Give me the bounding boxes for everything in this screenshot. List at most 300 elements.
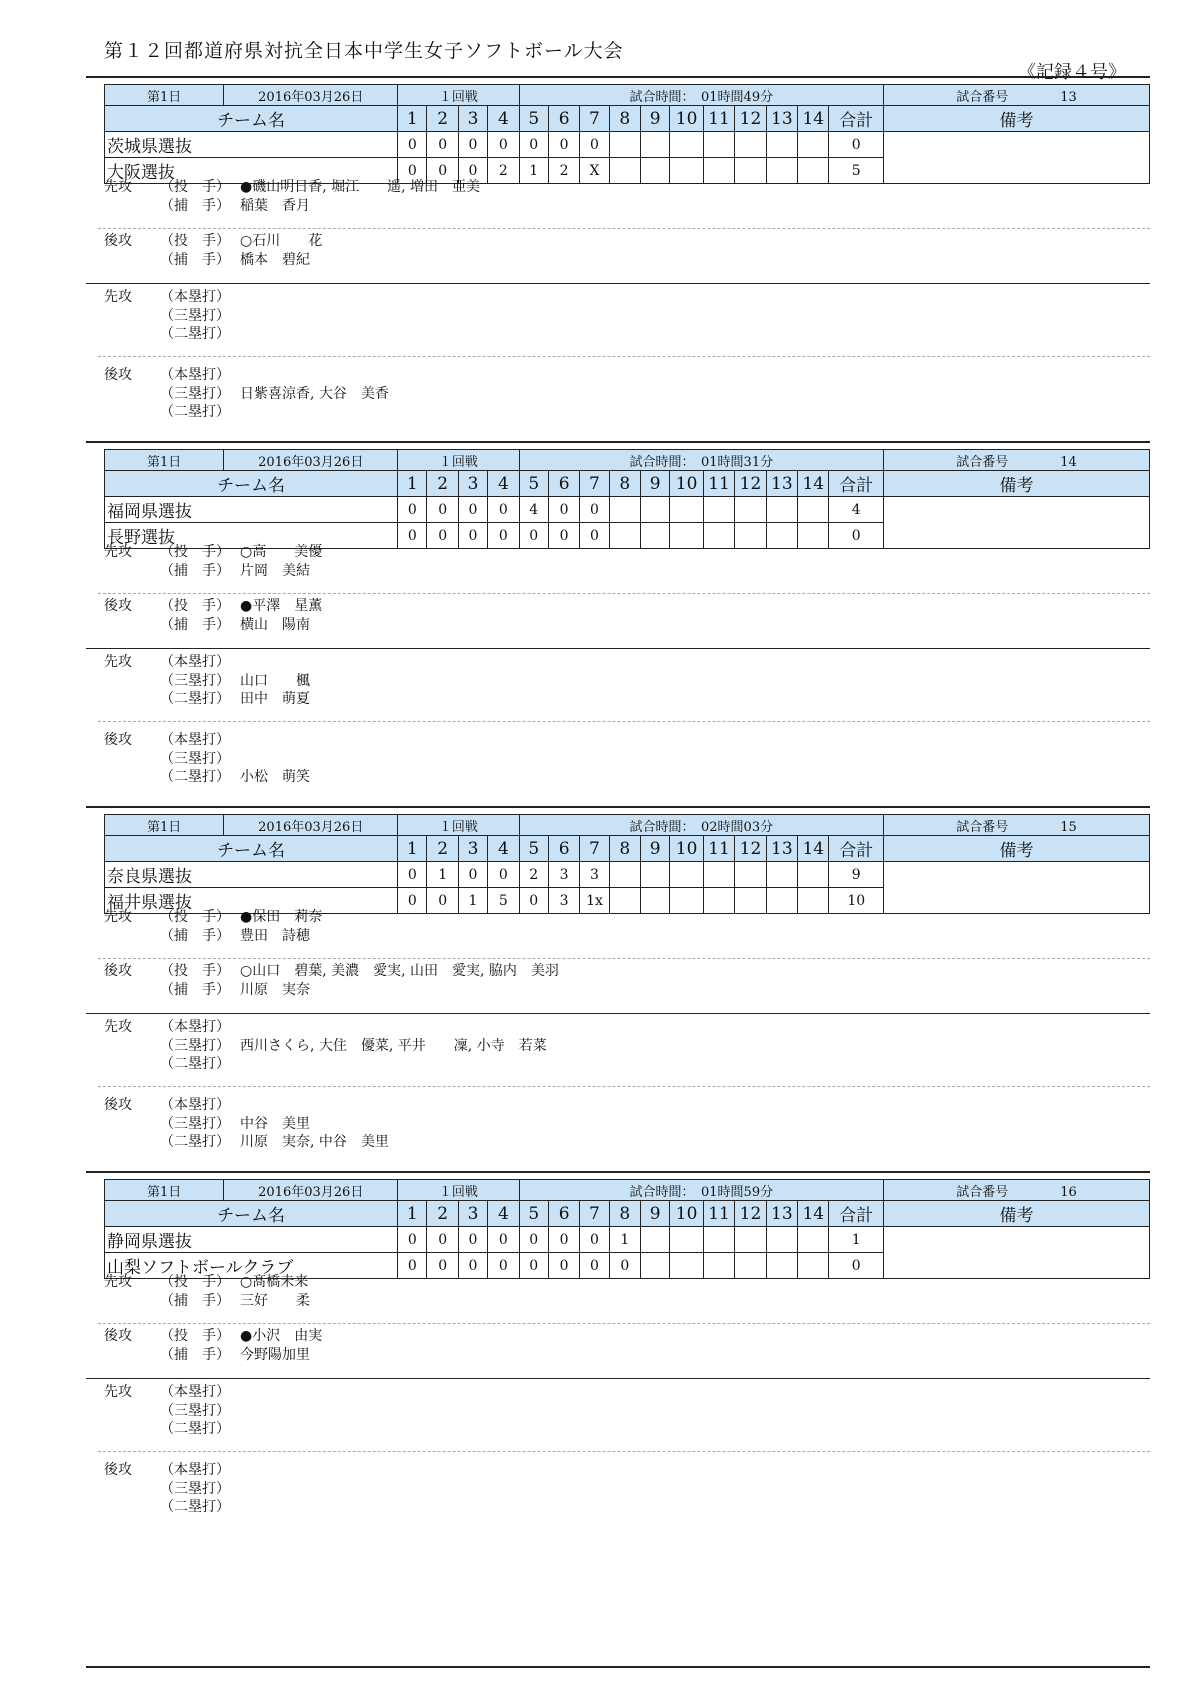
inning-score [609,888,640,914]
inning-score: 0 [580,497,609,523]
catcher-names: 片岡 美結 [240,562,310,579]
double-names: 川原 実奈, 中谷 美里 [240,1134,389,1150]
inning-header: 11 [703,106,734,132]
pitcher-row [160,1273,310,1292]
team-name-header: チーム名 [105,836,398,862]
inning-header: 6 [548,106,579,132]
divider-solid [86,1378,1150,1379]
side-label: 先攻 [104,909,132,925]
scoreboard [104,84,1150,184]
double-label: （二塁打） [160,326,230,342]
divider-dashed [98,958,1150,959]
inning-score: 0 [519,132,548,158]
inning-score: 0 [488,1253,519,1279]
inning-score: 0 [398,132,427,158]
date-cell: 2016年03月26日 [224,1180,398,1201]
inning-header: 12 [735,471,766,497]
inning-score: 0 [458,158,487,184]
game-time-label: 試合時間： [629,1184,688,1200]
total-score: 5 [829,158,884,184]
inning-header: 2 [427,1201,458,1227]
divider-solid [86,1013,1150,1014]
document-title: 第１２回都道府県対抗全日本中学生女子ソフトボール大会 [104,40,624,62]
inning-header: 14 [798,836,829,862]
inning-score: 1 [458,888,487,914]
inning-score [641,888,670,914]
inning-header: 11 [703,836,734,862]
double-label: （二塁打） [160,691,230,707]
inning-header: 8 [609,471,640,497]
catcher-label: （捕 手） [160,981,230,998]
remarks-cell [883,862,1149,914]
catcher-names: 三好 柔 [240,1292,310,1309]
inning-header: 11 [703,1201,734,1227]
inning-score: 0 [458,1253,487,1279]
inning-header: 13 [766,836,797,862]
inning-score: 3 [580,862,609,888]
inning-score: 0 [548,1253,579,1279]
inning-score: 0 [519,1253,548,1279]
inning-score [670,523,704,549]
game-time-label: 試合時間： [629,819,688,835]
inning-header: 8 [609,106,640,132]
inning-score: 0 [458,862,487,888]
inning-header: 1 [398,1201,427,1227]
divider-dashed [98,1323,1150,1324]
inning-header: 3 [458,1201,487,1227]
inning-header: 7 [580,471,609,497]
triple-names: 西川さくら, 大住 優菜, 平井 凜, 小寺 若菜 [240,1037,547,1054]
inning-score: 0 [458,132,487,158]
inning-score: 0 [427,1227,458,1253]
inning-score [766,862,797,888]
game-number: 14 [1060,454,1077,470]
remarks-header: 備考 [883,1201,1149,1227]
home-run-row [160,1461,240,1480]
inning-header: 4 [488,471,519,497]
home-run-row [160,1096,389,1115]
team-name: 長野選抜 [105,523,398,549]
inning-header: 12 [735,836,766,862]
total-score: 9 [829,862,884,888]
inning-score [670,158,704,184]
pitcher-names: ○山口 碧葉, 美濃 愛実, 山田 愛実, 脇内 美羽 [240,963,559,979]
inning-header: 5 [519,471,548,497]
inning-score [670,1227,704,1253]
remarks-header: 備考 [883,836,1149,862]
catcher-label: （捕 手） [160,927,230,944]
divider-dashed [98,593,1150,594]
team-name: 大阪選抜 [105,158,398,184]
scoreboard [104,1179,1150,1279]
inning-header: 2 [427,836,458,862]
inning-header: 7 [580,106,609,132]
double-names: 小松 萌笑 [240,769,310,785]
pitcher-row [160,597,322,616]
pitcher-label: （投 手） [160,544,230,560]
pitcher-row [160,178,480,197]
catcher-label: （捕 手） [160,1292,230,1309]
game-number-label: 試合番号 [956,89,1009,105]
inning-score [735,497,766,523]
triple-row [160,1402,240,1421]
inning-score: 0 [427,158,458,184]
game-number-cell [883,450,1149,471]
round-cell: １回戦 [398,1180,519,1201]
inning-score: 0 [398,497,427,523]
pitcher-row [160,1327,322,1346]
inning-score: 0 [398,888,427,914]
side-label: 後攻 [104,598,132,614]
inning-score: 5 [488,888,519,914]
inning-header: 13 [766,106,797,132]
game-number-label: 試合番号 [956,1184,1009,1200]
divider-dashed [98,721,1150,722]
triple-label: （三塁打） [160,1037,230,1054]
inning-header: 12 [735,106,766,132]
total-header: 合計 [829,836,884,862]
inning-score [798,132,829,158]
game-time-cell [519,85,883,106]
double-label: （二塁打） [160,1499,230,1515]
game-number-label: 試合番号 [956,819,1009,835]
inning-score [703,497,734,523]
inning-score: 0 [458,497,487,523]
side-label: 先攻 [104,1274,132,1290]
scoreboard [104,449,1150,549]
game-number-cell [883,85,1149,106]
catcher-label: （捕 手） [160,197,230,214]
total-header: 合計 [829,1201,884,1227]
home-run-label: （本塁打） [160,289,230,305]
day-cell: 第1日 [105,1180,224,1201]
inning-score: 0 [427,1253,458,1279]
inning-header: 13 [766,471,797,497]
inning-score: 1 [427,862,458,888]
inning-score [670,497,704,523]
inning-score [735,132,766,158]
team-name: 茨城県選抜 [105,132,398,158]
divider-solid [86,648,1150,649]
double-row [160,690,310,709]
triple-names: 中谷 美里 [240,1115,310,1132]
inning-header: 3 [458,106,487,132]
inning-score: 0 [580,1253,609,1279]
team-name: 静岡県選抜 [105,1227,398,1253]
section-rule [86,1171,1150,1173]
pitcher-names: ○高 美優 [240,544,323,560]
triple-label: （三塁打） [160,307,230,324]
inning-score [766,1227,797,1253]
double-row [160,1498,240,1517]
inning-header: 8 [609,1201,640,1227]
side-label: 後攻 [104,367,132,383]
total-score: 4 [829,497,884,523]
inning-header: 12 [735,1201,766,1227]
double-label: （二塁打） [160,1134,230,1150]
inning-header: 9 [641,836,670,862]
record-number: 《記録４号》 [1018,62,1126,83]
inning-score: 0 [398,1227,427,1253]
inning-score [798,523,829,549]
pitcher-label: （投 手） [160,909,230,925]
catcher-row [160,1346,322,1365]
remarks-cell [883,497,1149,549]
day-cell: 第1日 [105,85,224,106]
inning-score [766,158,797,184]
team-name-header: チーム名 [105,471,398,497]
home-run-row [160,366,389,385]
inning-score [641,1253,670,1279]
home-run-row [160,653,310,672]
pitcher-names: ○石川 花 [240,233,323,249]
round-cell: １回戦 [398,85,519,106]
inning-score: 0 [609,1253,640,1279]
inning-score: 0 [458,523,487,549]
inning-header: 14 [798,471,829,497]
document-end-rule [86,1666,1150,1668]
remarks-header: 備考 [883,106,1149,132]
inning-score: 0 [458,1227,487,1253]
side-label: 後攻 [104,1462,132,1478]
side-label: 先攻 [104,1384,132,1400]
inning-score: 0 [398,1253,427,1279]
side-label: 後攻 [104,1097,132,1113]
triple-label: （三塁打） [160,385,230,402]
inning-score: 0 [488,497,519,523]
inning-header: 14 [798,1201,829,1227]
divider-dashed [98,1451,1150,1452]
inning-header: 10 [670,1201,704,1227]
inning-header: 3 [458,836,487,862]
inning-score: 2 [519,862,548,888]
inning-score: 0 [580,523,609,549]
inning-score [735,862,766,888]
section-rule [86,76,1150,78]
inning-header: 7 [580,1201,609,1227]
catcher-label: （捕 手） [160,251,230,268]
inning-score [735,158,766,184]
inning-score [766,497,797,523]
inning-score [670,1253,704,1279]
catcher-names: 豊田 詩穂 [240,927,310,944]
inning-score: 3 [548,862,579,888]
divider-dashed [98,356,1150,357]
inning-score [641,862,670,888]
inning-score [609,862,640,888]
inning-score [670,888,704,914]
catcher-names: 川原 実奈 [240,981,310,998]
inning-score: 0 [488,862,519,888]
inning-header: 8 [609,836,640,862]
catcher-row [160,616,322,635]
pitcher-names: ●保田 莉奈 [240,909,323,925]
round-cell: １回戦 [398,815,519,836]
inning-score [609,523,640,549]
catcher-label: （捕 手） [160,616,230,633]
inning-header: 10 [670,836,704,862]
total-score: 1 [829,1227,884,1253]
inning-score [703,158,734,184]
double-label: （二塁打） [160,404,230,420]
inning-score: 0 [488,1227,519,1253]
inning-header: 9 [641,1201,670,1227]
remarks-cell [883,1227,1149,1279]
date-cell: 2016年03月26日 [224,815,398,836]
game-number: 15 [1060,819,1077,835]
pitcher-names: ●平澤 星薫 [240,598,323,614]
remarks-cell [883,132,1149,184]
inning-header: 11 [703,471,734,497]
inning-score [798,862,829,888]
side-label: 先攻 [104,179,132,195]
inning-score [609,497,640,523]
remarks-header: 備考 [883,471,1149,497]
total-header: 合計 [829,106,884,132]
side-label: 後攻 [104,1328,132,1344]
pitcher-label: （投 手） [160,179,230,195]
date-cell: 2016年03月26日 [224,450,398,471]
pitcher-names: ○髙橋未来 [240,1274,309,1290]
pitcher-row [160,232,322,251]
side-label: 後攻 [104,732,132,748]
double-label: （二塁打） [160,769,230,785]
home-run-label: （本塁打） [160,1097,230,1113]
catcher-row [160,251,322,270]
pitcher-row [160,908,322,927]
inning-header: 13 [766,1201,797,1227]
inning-score: 0 [519,523,548,549]
inning-score [766,132,797,158]
inning-score [609,132,640,158]
inning-score [703,523,734,549]
inning-score [703,132,734,158]
double-label: （二塁打） [160,1421,230,1437]
inning-score [735,523,766,549]
triple-row [160,672,310,691]
triple-names: 日紫喜涼香, 大谷 美香 [240,385,389,402]
inning-header: 1 [398,471,427,497]
inning-score: 2 [488,158,519,184]
home-run-row [160,288,240,307]
double-names: 田中 萌夏 [240,691,310,707]
pitcher-label: （投 手） [160,963,230,979]
inning-score [703,1227,734,1253]
inning-header: 1 [398,836,427,862]
inning-score [641,158,670,184]
round-cell: １回戦 [398,450,519,471]
home-run-row [160,1018,547,1037]
inning-score: 1x [580,888,609,914]
team-name: 福井県選抜 [105,888,398,914]
game-number-cell [883,815,1149,836]
inning-header: 5 [519,106,548,132]
inning-score: 0 [427,497,458,523]
catcher-names: 今野陽加里 [240,1346,310,1363]
catcher-row [160,562,322,581]
inning-score: 0 [488,523,519,549]
inning-score [703,888,734,914]
pitcher-row [160,962,559,981]
triple-row [160,385,389,404]
inning-header: 14 [798,106,829,132]
home-run-label: （本塁打） [160,654,230,670]
inning-header: 7 [580,836,609,862]
game-number: 16 [1060,1184,1077,1200]
inning-score [735,1227,766,1253]
team-row [105,1227,1150,1253]
inning-score: 2 [548,158,579,184]
catcher-row [160,927,322,946]
section-rule [86,441,1150,443]
inning-score [798,497,829,523]
inning-score [798,1253,829,1279]
home-run-label: （本塁打） [160,1384,230,1400]
triple-label: （三塁打） [160,1480,230,1497]
side-label: 後攻 [104,963,132,979]
catcher-label: （捕 手） [160,1346,230,1363]
divider-dashed [98,1086,1150,1087]
home-run-label: （本塁打） [160,1019,230,1035]
inning-header: 6 [548,471,579,497]
inning-score [609,158,640,184]
team-row [105,862,1150,888]
inning-score [641,523,670,549]
inning-score: 3 [548,888,579,914]
team-name: 山梨ソフトボールクラブ [105,1253,398,1279]
inning-score: 0 [548,1227,579,1253]
inning-score: 0 [519,888,548,914]
inning-score [766,888,797,914]
pitcher-label: （投 手） [160,1328,230,1344]
pitcher-row [160,543,322,562]
side-label: 先攻 [104,544,132,560]
total-score: 0 [829,523,884,549]
inning-score [641,132,670,158]
inning-score: 0 [398,523,427,549]
inning-score: 0 [398,158,427,184]
double-label: （二塁打） [160,1056,230,1072]
double-row [160,1133,389,1152]
inning-score [798,158,829,184]
day-cell: 第1日 [105,815,224,836]
game-duration: 01時間31分 [701,454,774,470]
double-row [160,325,240,344]
team-name: 奈良県選抜 [105,862,398,888]
inning-score: 0 [488,132,519,158]
scoreboard [104,814,1150,914]
team-name: 福岡県選抜 [105,497,398,523]
inning-score: 0 [398,862,427,888]
game-number-label: 試合番号 [956,454,1009,470]
total-score: 10 [829,888,884,914]
divider-solid [86,283,1150,284]
home-run-label: （本塁打） [160,732,230,748]
catcher-names: 稲葉 香月 [240,197,310,214]
catcher-row [160,981,559,1000]
inning-score [798,1227,829,1253]
side-label: 先攻 [104,654,132,670]
catcher-row [160,1292,310,1311]
inning-score: 0 [580,1227,609,1253]
team-row [105,132,1150,158]
inning-score [766,1253,797,1279]
double-row [160,1055,547,1074]
team-name-header: チーム名 [105,106,398,132]
triple-row [160,1480,240,1499]
total-header: 合計 [829,471,884,497]
inning-score [703,1253,734,1279]
